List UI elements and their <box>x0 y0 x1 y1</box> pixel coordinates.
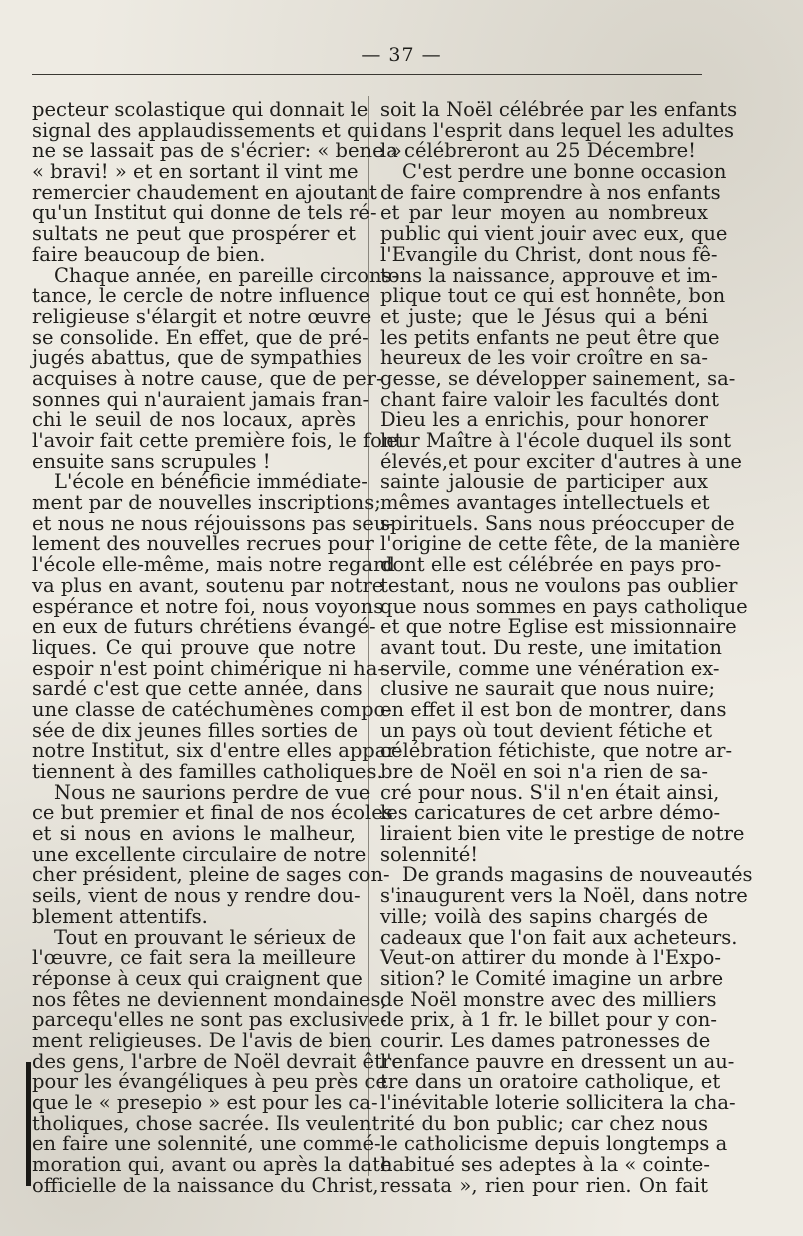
left-column-line: religieuse s'élargit et notre œuvre <box>32 304 372 328</box>
left-column-line: sonnes qui n'auraient jamais fran- <box>32 387 370 411</box>
right-column-line: clusive ne saurait que nous nuire; <box>380 677 716 701</box>
left-column-line: sultats ne peut que prospérer et <box>32 222 356 246</box>
left-column-line: officielle de la naissance du Christ, <box>32 1173 379 1197</box>
right-column-line: leur Maître à l'école duquel ils sont <box>380 429 732 452</box>
right-column-line: l'enfance pauvre en dressent un au- <box>380 1049 735 1073</box>
left-column-line: jugés abattus, que de sympathies <box>32 346 363 370</box>
right-column-line: testant, nous ne voulons pas oublier <box>380 573 738 597</box>
left-column-line: blement attentifs. <box>32 904 208 928</box>
left-column-line: notre Institut, six d'entre elles appar- <box>32 739 403 763</box>
right-column-line: l'Evangile du Christ, dont nous fê- <box>380 242 718 266</box>
right-column-line: de Noël monstre avec des milliers <box>380 987 717 1011</box>
right-column-line: l'origine de cette fête, de la manière <box>380 532 741 556</box>
left-column-line: se consolide. En effet, que de pré- <box>32 325 369 349</box>
left-column-line: une classe de catéchumènes compo- <box>32 697 392 721</box>
right-column-line: courir. Les dames patronesses de <box>380 1028 711 1052</box>
left-column-line: va plus en avant, soutenu par notre <box>32 573 384 597</box>
right-column-line: tre dans un oratoire catholique, et <box>380 1070 721 1094</box>
left-column-line: ment par de nouvelles inscriptions; <box>32 491 381 515</box>
left-column-line: l'école elle-même, mais notre regard <box>32 553 395 577</box>
right-column-line: de prix, à 1 fr. le billet pour y con- <box>380 1008 717 1032</box>
left-column-line: L'école en bénéficie immédiate- <box>54 470 368 494</box>
right-column-line: les petits enfants ne peut être que <box>380 325 720 349</box>
left-column-line: l'avoir fait cette première fois, le font <box>32 429 403 452</box>
right-column-line: servile, comme une vénération ex- <box>380 656 720 680</box>
right-column-line: élevés,et pour exciter d'autres à une <box>380 449 742 473</box>
right-column-line: de faire comprendre à nos enfants <box>380 180 721 204</box>
right-column-line: mêmes avantages intellectuels et <box>380 491 710 515</box>
right-column-line: et juste; que le Jésus qui a béni <box>380 304 708 328</box>
right-column-line: heureux de les voir croître en sa- <box>380 346 708 370</box>
left-column-line: remercier chaudement en ajoutant <box>32 180 377 204</box>
right-column-line: habitué ses adeptes à la « cointe- <box>380 1153 710 1177</box>
left-column-line: que le « presepio » est pour les ca- <box>32 1091 378 1114</box>
right-column <box>380 98 753 1197</box>
left-column-line: Chaque année, en pareille circons- <box>54 263 399 287</box>
right-column-line: Veut-on attirer du monde à l'Expo- <box>380 946 721 970</box>
left-column-line: tance, le cercle de notre influence <box>32 284 370 308</box>
left-column-line: espoir n'est point chimérique ni ha- <box>32 656 384 680</box>
left-column-line: sardé c'est que cette année, dans <box>32 677 363 701</box>
left-column-line: sée de dix jeunes filles sorties de <box>32 718 359 742</box>
right-column-line: gesse, se développer sainement, sa- <box>380 366 736 390</box>
left-column-line: parcequ'elles ne sont pas exclusive- <box>32 1008 387 1032</box>
left-column <box>32 98 403 1197</box>
left-column-line: faire beaucoup de bien. <box>32 242 266 266</box>
right-column-line: spirituels. Sans nous préoccuper de <box>380 511 735 535</box>
right-column-line: dans l'esprit dans lequel les adultes <box>380 118 735 142</box>
right-column-line: avant tout. Du reste, une imitation <box>380 635 722 659</box>
right-column-line: la célébreront au 25 Décembre! <box>380 139 696 163</box>
right-column-line: l'inévitable loterie sollicitera la cha- <box>380 1091 736 1114</box>
right-column-line: un pays où tout devient fétiche et <box>380 718 713 742</box>
right-column-line: plique tout ce qui est honnête, bon <box>380 284 726 308</box>
left-column-line: pecteur scolastique qui donnait le <box>32 98 369 121</box>
left-column-line: ment religieuses. De l'avis de bien <box>32 1028 372 1052</box>
right-column-line: cré pour nous. S'il n'en était ainsi, <box>380 780 720 804</box>
right-column-line: et que notre Eglise est missionnaire <box>380 615 737 639</box>
left-column-line: et si nous en avions le malheur, <box>32 822 356 846</box>
left-column-line: pour les évangéliques à peu près ce <box>32 1070 387 1094</box>
right-column-line: tons la naissance, approuve et im- <box>380 263 718 287</box>
right-column-line: chant faire valoir les facultés dont <box>380 387 719 411</box>
right-column-line: Dieu les a enrichis, pour honorer <box>380 408 708 432</box>
left-column-line: Nous ne saurions perdre de vue <box>54 780 371 804</box>
right-column-line: solennité! <box>380 842 479 866</box>
right-column-line: que nous sommes en pays catholique <box>380 594 748 618</box>
right-column-line: le catholicisme depuis longtemps a <box>380 1132 728 1156</box>
margin-mark <box>26 1062 31 1186</box>
left-column-line: une excellente circulaire de notre <box>32 842 367 866</box>
left-column-line: en faire une solennité, une commé- <box>32 1132 381 1156</box>
right-column-line: soit la Noël célébrée par les enfants <box>380 98 738 121</box>
left-column-line: chi le seuil de nos locaux, après <box>32 408 356 432</box>
right-column-line: liraient bien vite le prestige de notre <box>380 822 745 846</box>
left-column-line: nos fêtes ne deviennent mondaines, <box>32 987 387 1011</box>
left-column-line: Tout en prouvant le sérieux de <box>54 925 356 949</box>
right-column-line: ville; voilà des sapins chargés de <box>380 904 708 928</box>
left-column-line: réponse à ceux qui craignent que <box>32 966 363 990</box>
left-column-line: signal des applaudissements et qui <box>32 118 379 142</box>
right-column-line: s'inaugurent vers la Noël, dans notre <box>380 884 748 908</box>
right-column-line: et par leur moyen au nombreux <box>380 201 708 225</box>
right-column-line: célébration fétichiste, que notre ar- <box>380 739 733 763</box>
left-column-line: ce but premier et final de nos écoles <box>32 801 393 825</box>
right-column-line: C'est perdre une bonne occasion <box>402 160 727 184</box>
left-column-line: et nous ne nous réjouissons pas seu- <box>32 511 393 535</box>
right-column-line: ressata », rien pour rien. On fait <box>380 1173 708 1197</box>
left-column-line: qu'un Institut qui donne de tels ré- <box>32 201 377 225</box>
right-column-line: sition? le Comité imagine un arbre <box>380 966 724 990</box>
left-column-line: des gens, l'arbre de Noël devrait être <box>32 1049 403 1073</box>
right-column-line: sainte jalousie de participer aux <box>380 470 708 494</box>
right-column-line: bre de Noël en soi n'a rien de sa- <box>380 760 708 783</box>
left-column-line: l'œuvre, ce fait sera la meilleure <box>32 946 356 970</box>
page-number: — 37 — <box>361 44 442 66</box>
left-column-line: acquises à notre cause, que de per- <box>32 366 383 390</box>
right-column-line: rité du bon public; car chez nous <box>380 1111 708 1135</box>
left-column-line: tiennent à des familles catholiques. <box>32 760 383 783</box>
left-column-line: seils, vient de nous y rendre dou- <box>32 884 361 908</box>
right-column-line: De grands magasins de nouveautés <box>402 863 753 887</box>
right-column-line: les caricatures de cet arbre démo- <box>380 801 721 825</box>
right-column-line: en effet il est bon de montrer, dans <box>380 697 727 721</box>
left-column-line: liques. Ce qui prouve que notre <box>32 635 356 659</box>
left-column-line: en eux de futurs chrétiens évangé- <box>32 615 376 639</box>
left-column-line: moration qui, avant ou après la date <box>32 1153 392 1177</box>
left-column-line: cher président, pleine de sages con- <box>32 863 390 887</box>
left-column-line: ensuite sans scrupules ! <box>32 449 271 473</box>
header-rule <box>32 74 702 75</box>
right-column-line: cadeaux que l'on fait aux acheteurs. <box>380 925 738 949</box>
right-column-line: public qui vient jouir avec eux, que <box>380 222 728 246</box>
left-column-line: espérance et notre foi, nous voyons <box>32 594 384 618</box>
left-column-line: tholiques, chose sacrée. Ils veulent <box>32 1111 380 1135</box>
right-column-line: dont elle est célébrée en pays pro- <box>380 553 722 577</box>
left-column-line: « bravi! » et en sortant il vint me <box>32 160 359 184</box>
left-column-line: ne se lassait pas de s'écrier: « bene » <box>32 139 402 163</box>
left-column-line: lement des nouvelles recrues pour <box>32 532 374 556</box>
